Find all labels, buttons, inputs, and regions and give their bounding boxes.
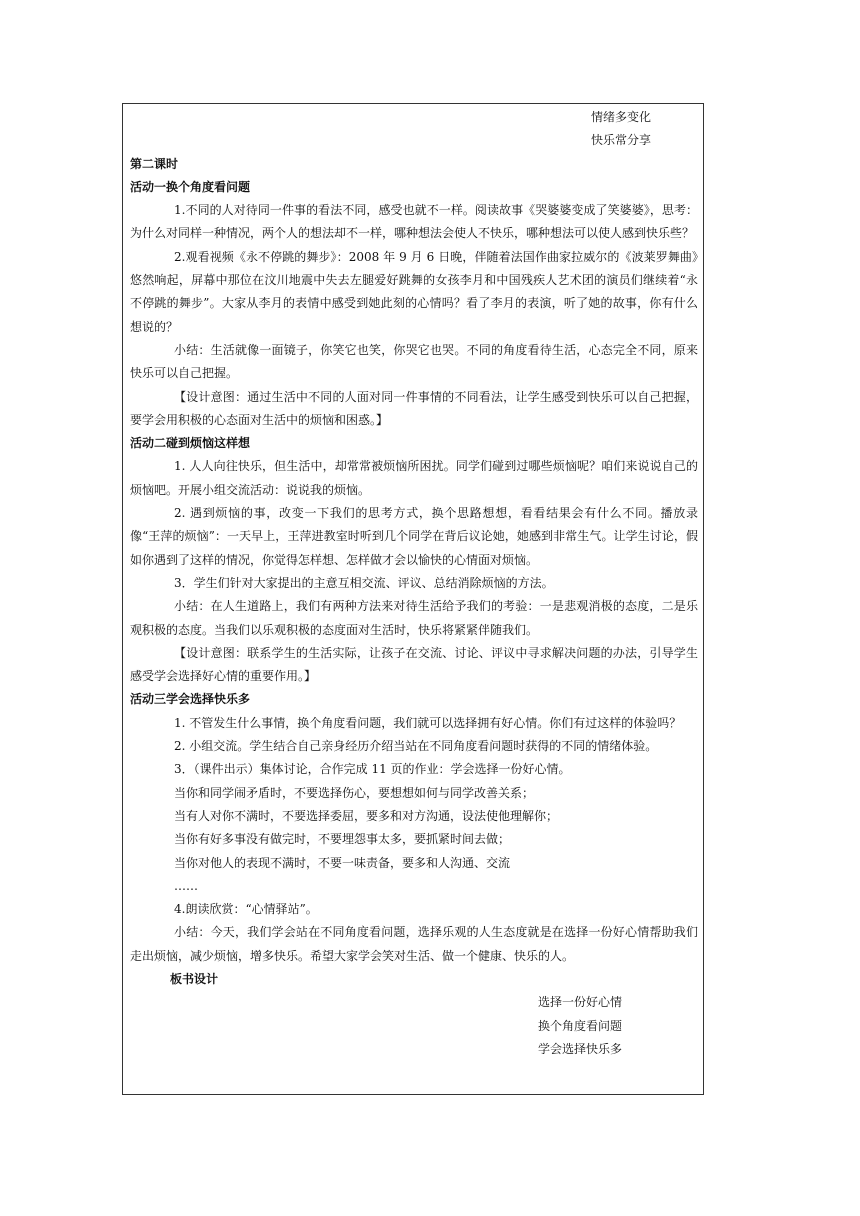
activity3-paragraph-1: 1. 不管发生什么事情，换个角度看问题，我们就可以选择拥有好心情。你们有过这样的体验吗？ — [174, 715, 682, 730]
activity3-summary: 小结：今天，我们学会站在不同角度看问题，选择乐观的人生态度就是在选择一份好心情帮助我们走出烦恼，减少烦恼，增多快乐。希望大家学会笑对生活、做一个健康、快乐的人。 — [130, 925, 698, 963]
lesson-title: 第二课时 — [130, 156, 179, 171]
activity2-title: 活动二碰到烦恼这样想 — [130, 436, 251, 451]
activity1-summary: 小结：生活就像一面镜子，你笑它也笑，你哭它也哭。不同的角度看待生活，心态完全不同，原来快乐可以自己把握。 — [130, 342, 698, 381]
board-design-title: 板书设计 — [170, 971, 219, 986]
activity1-paragraph-1: 1.不同的人对待同一件事的看法不同，感受也就不一样。阅读故事《哭婆婆变成了笑婆婆》，思考：为什么对同样一种情况，两个人的想法却不一样，哪种想法会使人不快乐，哪种想法可以使人感到快乐些？ — [130, 203, 698, 241]
activity3-line-2: 当有人对你不满时，不要选择委屈，要多和对方沟通，设法使他理解你； — [174, 808, 559, 823]
activity3-title: 活动三学会选择快乐多 — [130, 692, 251, 707]
activity2-paragraph-3: 3．学生们针对大家提出的主意互相交流、评议、总结消除烦恼的方法。 — [174, 575, 554, 590]
activity3-line-1: 当你和同学闹矛盾时，不要选择伤心，要想想如何与同学改善关系； — [174, 785, 535, 800]
activity3-paragraph-4: 4.朗读欣赏：“心情驿站”。 — [174, 902, 318, 917]
activity2-paragraph-1: 1. 人人向往快乐，但生活中，却常常被烦恼所困扰。同学们碰到过哪些烦恼呢？咱们来说说自己的烦恼吧。开展小组交流活动：说说我的烦恼。 — [130, 459, 698, 497]
activity2-paragraph-2: 2. 遇到烦恼的事，改变一下我们的思考方式，换个思路想想，看看结果会有什么不同。播放录像“王萍的烦恼”：一天早上，王萍进教室时听到几个同学在背后议论她，她感到非常生气。让学生讨论，假如你遇到了这样的情况，你觉得怎样想、怎样做才会以愉快的心情面对烦恼。 — [130, 506, 698, 567]
top-right-line-2: 快乐常分享 — [591, 133, 652, 148]
activity2-summary: 小结：在人生道路上，我们有两种方法来对待生活给予我们的考验：一是悲观消极的态度，二是乐观积极的态度。当我们以乐观积极的态度面对生活时，快乐将紧紧伴随我们。 — [130, 599, 698, 637]
activity3-ellipsis: …… — [174, 878, 198, 893]
activity1-paragraph-2: 2.观看视频《永不停跳的舞步》：2008 年 9 月 6 日晚，伴随着法国作曲家拉威尔的《波莱罗舞曲》悠然响起，屏幕中那位在汶川地震中失去左腿爱好跳舞的女孩李月和中国残疾人艺术团的演员们继续着“永不停跳的舞步”。大家从李月的表情中感受到她此刻的心情吗？看了李月的表演，听了她的故事，你有什么想说的？ — [130, 249, 698, 334]
activity3-line-3: 当你有好多事没有做完时，不要埋怨事太多，要抓紧时间去做； — [174, 832, 511, 847]
top-right-line-1: 情绪多变化 — [591, 110, 652, 124]
lesson-plan-content — [130, 106, 698, 1061]
board-line-1: 选择一份好心情 — [538, 995, 623, 1010]
activity2-design-intent: 【设计意图：联系学生的生活实际，让孩子在交流、讨论、评议中寻求解决问题的办法，引导学生感受学会选择好心情的重要作用。】 — [130, 645, 698, 684]
activity3-paragraph-3: 3．（课件出示）集体讨论，合作完成 11 页的作业：学会选择一份好心情。 — [174, 762, 571, 777]
activity3-line-4: 当你对他人的表现不满时，不要一味责备，要多和人沟通、交流 — [174, 855, 511, 870]
board-line-2: 换个角度看问题 — [538, 1018, 623, 1033]
activity1-title: 活动一换个角度看问题 — [130, 179, 251, 194]
activity3-paragraph-2: 2. 小组交流。学生结合自己亲身经历介绍当站在不同角度看问题时获得的不同的情绪体验。 — [174, 739, 658, 754]
activity1-design-intent: 【设计意图：通过生活中不同的人面对同一件事情的不同看法，让学生感受到快乐可以自己把握，要学会用积极的心态面对生活中的烦恼和困惑。】 — [130, 389, 698, 427]
board-line-3: 学会选择快乐多 — [538, 1041, 623, 1056]
